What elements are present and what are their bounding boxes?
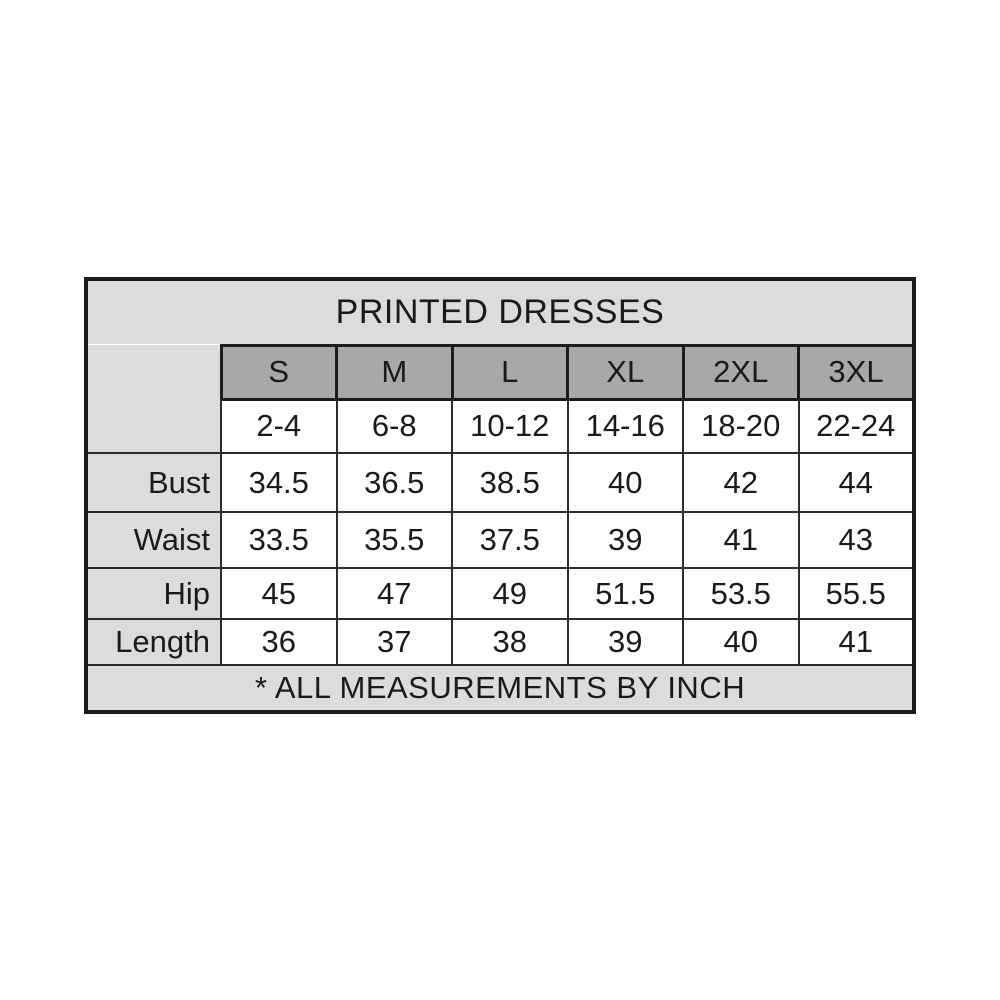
chart-title: PRINTED DRESSES [86, 279, 914, 345]
value-cell: 36 [221, 619, 337, 665]
size-header-xl: XL [568, 345, 684, 399]
size-chart-container [84, 277, 916, 714]
value-cell: 35.5 [337, 512, 453, 568]
row-label-hip: Hip [86, 568, 221, 619]
size-range-cell: 14-16 [568, 399, 684, 453]
value-cell: 41 [799, 619, 915, 665]
corner-cell [86, 399, 221, 453]
measurement-row-hip [86, 568, 914, 619]
value-cell: 49 [452, 568, 568, 619]
size-range-cell: 22-24 [799, 399, 915, 453]
value-cell: 51.5 [568, 568, 684, 619]
footnote-text: * ALL MEASUREMENTS BY INCH [86, 665, 914, 712]
size-header-l: L [452, 345, 568, 399]
value-cell: 38 [452, 619, 568, 665]
row-label-waist: Waist [86, 512, 221, 568]
value-cell: 33.5 [221, 512, 337, 568]
value-cell: 44 [799, 453, 915, 512]
size-range-row [86, 399, 914, 453]
size-header-2xl: 2XL [683, 345, 799, 399]
value-cell: 41 [683, 512, 799, 568]
measurement-row-length [86, 619, 914, 665]
value-cell: 40 [568, 453, 684, 512]
value-cell: 37.5 [452, 512, 568, 568]
row-label-length: Length [86, 619, 221, 665]
value-cell: 34.5 [221, 453, 337, 512]
size-header-m: M [337, 345, 453, 399]
size-header-s: S [221, 345, 337, 399]
value-cell: 39 [568, 512, 684, 568]
value-cell: 42 [683, 453, 799, 512]
value-cell: 45 [221, 568, 337, 619]
corner-cell [86, 345, 221, 399]
value-cell: 37 [337, 619, 453, 665]
value-cell: 39 [568, 619, 684, 665]
size-range-cell: 10-12 [452, 399, 568, 453]
size-header-3xl: 3XL [799, 345, 915, 399]
value-cell: 38.5 [452, 453, 568, 512]
value-cell: 55.5 [799, 568, 915, 619]
size-header-row [86, 345, 914, 399]
value-cell: 36.5 [337, 453, 453, 512]
footnote-row [86, 665, 914, 712]
size-range-cell: 18-20 [683, 399, 799, 453]
size-chart-table [84, 277, 916, 714]
size-range-cell: 6-8 [337, 399, 453, 453]
value-cell: 43 [799, 512, 915, 568]
value-cell: 47 [337, 568, 453, 619]
row-label-bust: Bust [86, 453, 221, 512]
measurement-row-waist [86, 512, 914, 568]
size-range-cell: 2-4 [221, 399, 337, 453]
value-cell: 40 [683, 619, 799, 665]
value-cell: 53.5 [683, 568, 799, 619]
measurement-row-bust [86, 453, 914, 512]
title-row [86, 279, 914, 345]
